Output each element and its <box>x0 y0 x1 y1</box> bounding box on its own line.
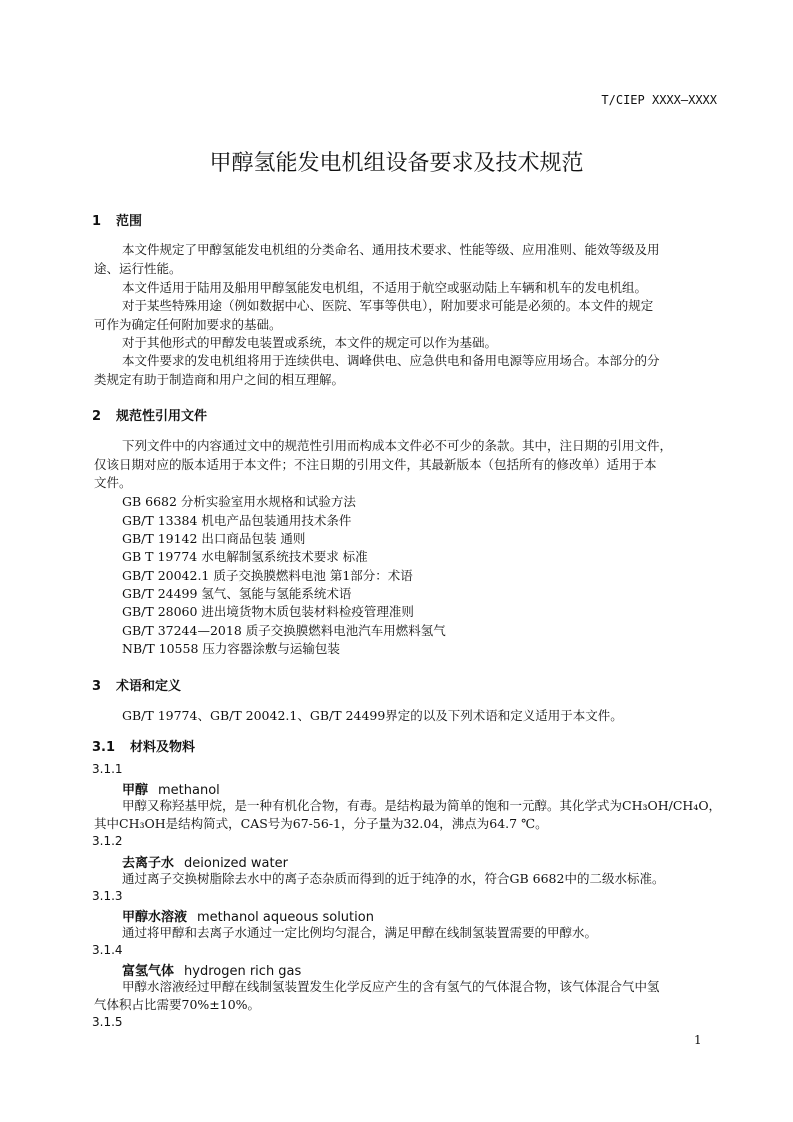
term-name: 甲醇 methanol <box>122 783 220 798</box>
term-definition: 其中CH₃OH是结构简式，CAS号为67-56-1，分子量为32.04，沸点为64.7 ℃。 <box>94 816 548 831</box>
term-definition: 气体积占比需要70%±10%。 <box>94 997 261 1012</box>
paragraph-line: 仅该日期对应的版本适用于本文件；不注日期的引用文件，其最新版本（包括所有的修改单）适用于本 <box>94 457 657 472</box>
reference-item: GB/T 24499 氢气、氢能与氢能系统术语 <box>122 586 352 601</box>
paragraph-line: 可作为确定任何附加要求的基础。 <box>94 317 282 332</box>
term-name: 去离子水 deionized water <box>122 856 288 871</box>
term-number: 3.1.4 <box>92 943 123 957</box>
reference-item: GB/T 13384 机电产品包装通用技术条件 <box>122 513 352 528</box>
reference-item: GB 6682 分析实验室用水规格和试验方法 <box>122 494 356 509</box>
paragraph-line: 类规定有助于制造商和用户之间的相互理解。 <box>94 372 345 387</box>
term-definition: 通过离子交换树脂除去水中的离子态杂质而得到的近于纯净的水，符合GB 6682中的二级水标准。 <box>122 871 665 886</box>
page-number: 1 <box>694 1033 702 1047</box>
section-1-heading: 1 范围 <box>92 214 143 229</box>
paragraph-line: 对于某些特殊用途（例如数据中心、医院、军事等供电），附加要求可能是必须的。本文件的规定 <box>122 298 654 313</box>
reference-item: GB T 19774 水电解制氢系统技术要求 标准 <box>122 549 368 564</box>
term-name: 甲醇水溶液 methanol aqueous solution <box>122 910 374 925</box>
term-definition: 甲醇水溶液经过甲醇在线制氢装置发生化学反应产生的含有氢气的气体混合物，该气体混合气中氢 <box>122 979 660 994</box>
paragraph-line: GB/T 19774、GB/T 20042.1、GB/T 24499界定的以及下列术语和定义适用于本文件。 <box>122 708 623 723</box>
term-definition: 甲醇又称羟基甲烷，是一种有机化合物，有毒。是结构最为简单的饱和一元醇。其化学式为CH₃OH/CH₄O， <box>122 798 722 813</box>
section-2-heading: 2 规范性引用文件 <box>92 409 208 424</box>
paragraph-line: 本文件要求的发电机组将用于连续供电、调峰供电、应急供电和备用电源等应用场合。本部分的分 <box>122 353 660 368</box>
term-number: 3.1.2 <box>92 834 123 848</box>
section-3-heading: 3 术语和定义 <box>92 679 182 694</box>
term-name: 富氢气体 hydrogen rich gas <box>122 964 302 979</box>
paragraph-line: 本文件规定了甲醇氢能发电机组的分类命名、通用技术要求、性能等级、应用准则、能效等级及用 <box>122 242 660 257</box>
reference-item: NB/T 10558 压力容器涂敷与运输包装 <box>122 641 340 656</box>
reference-item: GB/T 19142 出口商品包装 通则 <box>122 531 306 546</box>
reference-item: GB/T 20042.1 质子交换膜燃料电池 第1部分：术语 <box>122 568 413 583</box>
standard-code: T/CIEP XXXX—XXXX <box>601 93 717 107</box>
term-number: 3.1.5 <box>92 1015 123 1029</box>
paragraph-line: 本文件适用于陆用及船用甲醇氢能发电机组，不适用于航空或驱动陆上车辆和机车的发电机组。 <box>122 280 648 295</box>
paragraph-line: 对于其他形式的甲醇发电装置或系统，本文件的规定可以作为基础。 <box>122 335 498 350</box>
reference-item: GB/T 28060 进出境货物木质包装材料检疫管理准则 <box>122 604 414 619</box>
term-definition: 通过将甲醇和去离子水通过一定比例均匀混合，满足甲醇在线制氢装置需要的甲醇水。 <box>122 925 598 940</box>
paragraph-line: 途、运行性能。 <box>94 261 182 276</box>
subsection-3-1-heading: 3.1 材料及物料 <box>92 740 196 755</box>
reference-item: GB/T 37244—2018 质子交换膜燃料电池汽车用燃料氢气 <box>122 623 446 638</box>
term-number: 3.1.3 <box>92 889 123 903</box>
document-title: 甲醇氢能发电机组设备要求及技术规范 <box>209 151 584 176</box>
paragraph-line: 文件。 <box>94 475 132 490</box>
paragraph-line: 下列文件中的内容通过文中的规范性引用而构成本文件必不可少的条款。其中，注日期的引用文件， <box>122 438 673 453</box>
term-number: 3.1.1 <box>92 762 123 776</box>
